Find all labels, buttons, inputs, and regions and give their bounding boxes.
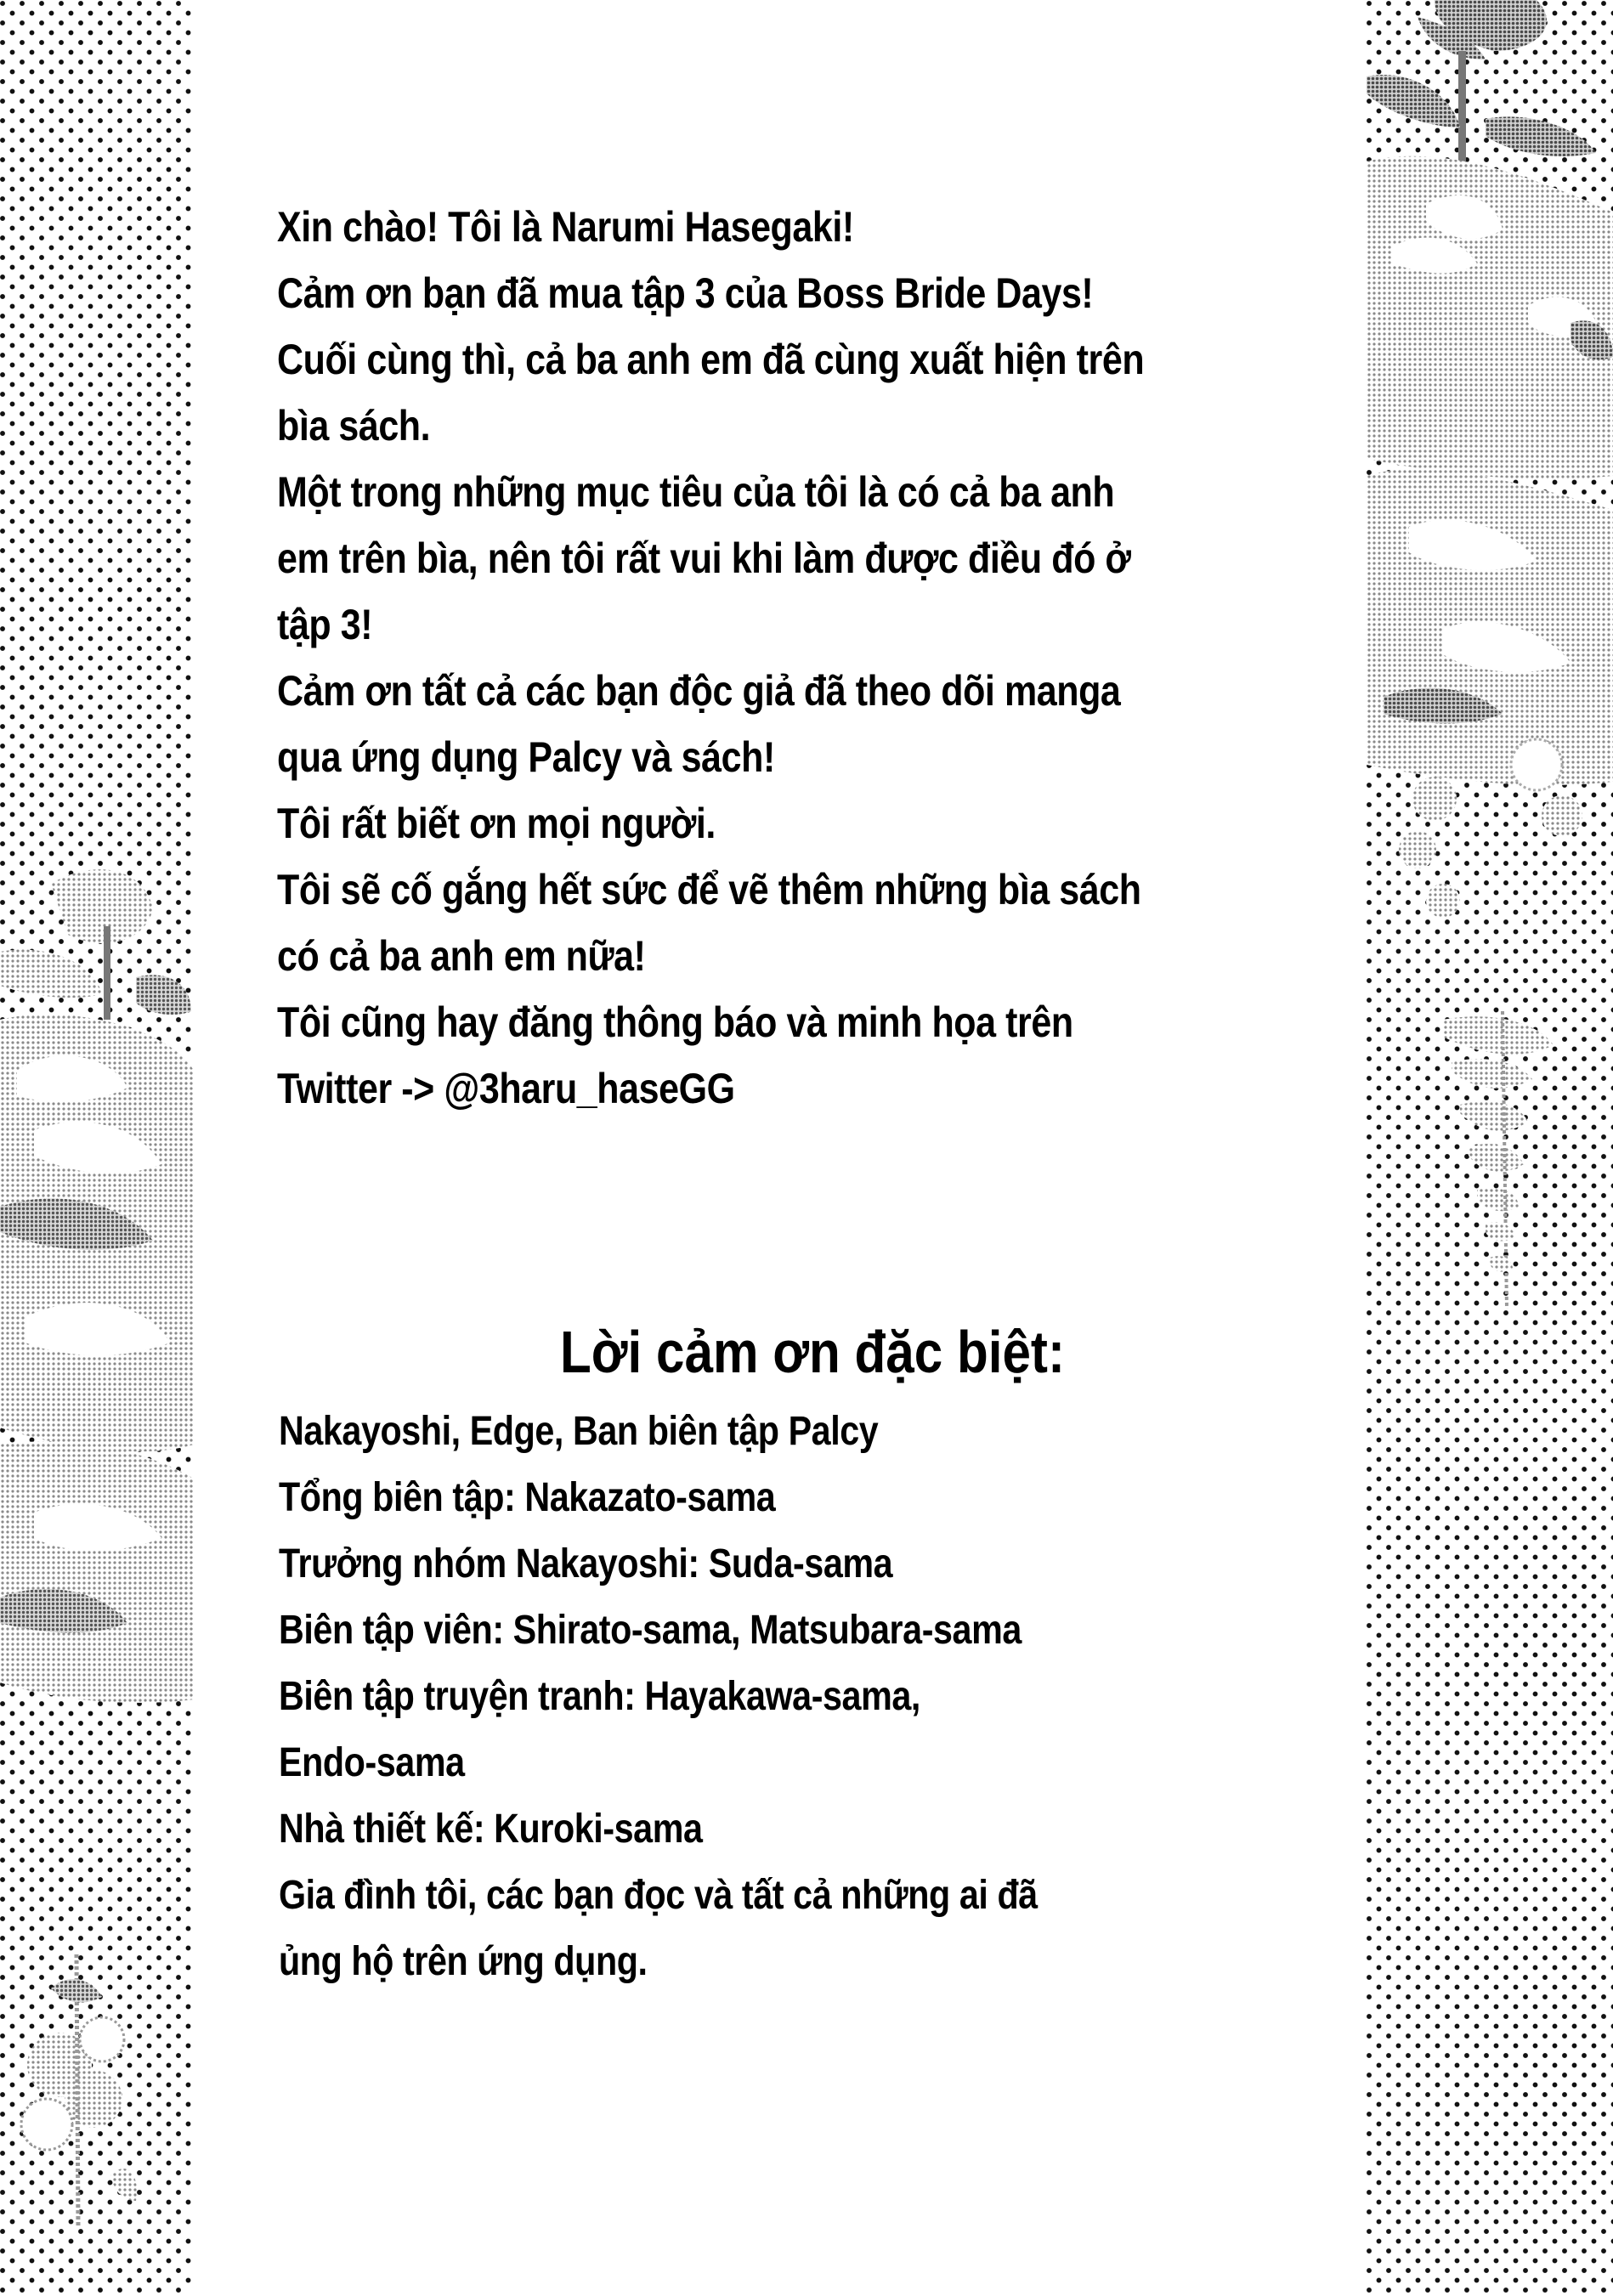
right-floral-border — [1367, 0, 1613, 2296]
special-thanks-list — [279, 1399, 1038, 1995]
message-line: Cuối cùng thì, cả ba anh em đã cùng xuất hiện trên — [277, 336, 1145, 383]
credit-line: Biên tập truyện tranh: Hayakawa-sama, — [279, 1674, 920, 1719]
message-line: qua ứng dụng Palcy và sách! — [277, 733, 775, 781]
credit-line: Nakayoshi, Edge, Ban biên tập Palcy — [279, 1409, 879, 1454]
credit-line: Tổng biên tập: Nakazato-sama — [279, 1475, 776, 1520]
message-line: Cảm ơn bạn đã mua tập 3 của Boss Bride Days! — [277, 269, 1094, 317]
special-thanks-heading: Lời cảm ơn đặc biệt: — [559, 1319, 1066, 1385]
message-line: em trên bìa, nên tôi rất vui khi làm được điều đó ở — [277, 534, 1131, 582]
peony-floral-illustration-icon — [0, 0, 194, 2296]
left-floral-border — [0, 0, 194, 2296]
credit-line: Biên tập viên: Shirato-sama, Matsubara-sama — [279, 1608, 1022, 1653]
message-line: bìa sách. — [277, 402, 431, 450]
credit-line: Nhà thiết kế: Kuroki-sama — [279, 1807, 703, 1852]
message-line: có cả ba anh em nữa! — [277, 932, 646, 980]
credit-line: Trưởng nhóm Nakayoshi: Suda-sama — [279, 1541, 893, 1586]
credit-line: Gia đình tôi, các bạn đọc và tất cả những ai đã — [279, 1873, 1038, 1918]
afterword-content — [277, 194, 1348, 1984]
twitter-handle-line: Twitter -> @3haru_haseGG — [277, 1065, 735, 1112]
author-message — [277, 194, 1198, 1122]
credit-line: ủng hộ trên ứng dụng. — [279, 1939, 648, 1984]
message-line: Xin chào! Tôi là Narumi Hasegaki! — [277, 203, 854, 251]
peony-wisteria-illustration-icon — [1367, 0, 1613, 2296]
credit-line: Endo-sama — [279, 1740, 465, 1785]
message-line: Một trong những mục tiêu của tôi là có cả ba anh — [277, 468, 1115, 516]
message-line: tập 3! — [277, 601, 373, 648]
message-line: Tôi rất biết ơn mọi người. — [277, 800, 716, 847]
message-line: Tôi cũng hay đăng thông báo và minh họa trên — [277, 998, 1073, 1046]
message-line: Cảm ơn tất cả các bạn độc giả đã theo dõi manga — [277, 667, 1121, 715]
message-line: Tôi sẽ cố gắng hết sức để vẽ thêm những bìa sách — [277, 866, 1141, 913]
